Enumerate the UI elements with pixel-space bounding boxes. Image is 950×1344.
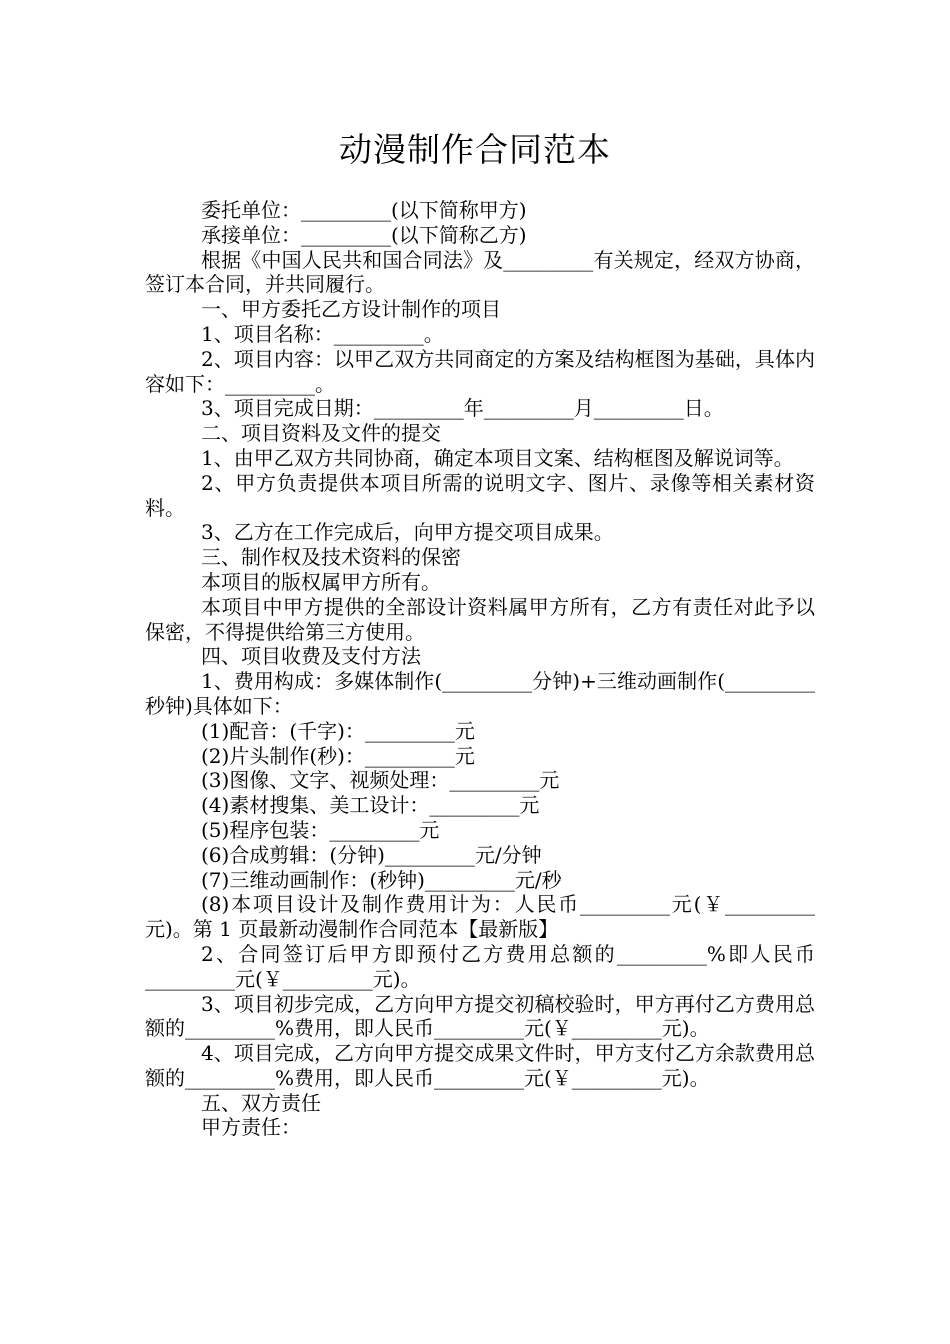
paragraph: 2、合同签订后甲方即预付乙方费用总额的_________%即人民币_________元(￥_________元)。: [145, 941, 815, 991]
section-heading-2: 二、项目资料及文件的提交: [201, 421, 441, 446]
fee-item: (2)片头制作(秒)：_________元: [201, 743, 475, 768]
fee-item: (7)三维动画制作：(秒钟)_________元/秒: [201, 867, 562, 892]
section-heading-5: 五、双方责任: [201, 1090, 321, 1115]
fee-item: (6)合成剪辑：(分钟)_________元/分钟: [201, 842, 542, 867]
fee-item: (8)本项目设计及制作费用计为：人民币_________元(￥_________元)。第 1 页最新动漫制作合同范本【最新版】: [145, 892, 815, 942]
document-title: 动漫制作合同范本: [339, 130, 611, 169]
paragraph-contractor: 承接单位：_________(以下简称乙方): [201, 222, 527, 247]
paragraph: 本项目中甲方提供的全部设计资料属甲方所有，乙方有责任对此予以保密，不得提供给第三方使用。: [145, 594, 815, 644]
paragraph: 1、由甲乙双方共同协商，确定本项目文案、结构框图及解说词等。: [201, 445, 794, 470]
paragraph: 3、项目初步完成，乙方向甲方提交初稿校验时，甲方再付乙方费用总额的_________%费用，即人民币_________元(￥_________元)。: [145, 991, 815, 1041]
paragraph: 甲方责任：: [201, 1115, 301, 1140]
fee-item: (3)图像、文字、视频处理：_________元: [201, 768, 560, 793]
paragraph: 本项目的版权属甲方所有。: [201, 569, 441, 594]
paragraph: 2、甲方负责提供本项目所需的说明文字、图片、录像等相关素材资料。: [145, 470, 815, 520]
paragraph: 3、项目完成日期：_________年_________月_________日。: [201, 396, 724, 421]
paragraph-basis: 根据《中国人民共和国合同法》及_________有关规定，经双方协商，签订本合同，并共同履行。: [145, 247, 815, 297]
paragraph: 2、项目内容：以甲乙双方共同商定的方案及结构框图为基础，具体内容如下：_________。: [145, 346, 815, 396]
paragraph: 1、费用构成：多媒体制作(_________分钟)+三维动画制作(_________秒钟)具体如下：: [145, 669, 815, 718]
paragraph: 4、项目完成，乙方向甲方提交成果文件时，甲方支付乙方余款费用总额的_________%费用，即人民币_________元(￥_________元)。: [145, 1041, 815, 1090]
paragraph-client: 委托单位：_________(以下简称甲方): [201, 198, 527, 222]
section-heading-3: 三、制作权及技术资料的保密: [201, 545, 461, 570]
section-heading-1: 一、甲方委托乙方设计制作的项目: [201, 297, 501, 322]
document-body: [145, 198, 815, 1140]
paragraph: 1、项目名称：_________。: [201, 321, 444, 346]
fee-item: (4)素材搜集、美工设计：_________元: [201, 793, 540, 818]
paragraph: 3、乙方在工作完成后，向甲方提交项目成果。: [201, 520, 614, 545]
section-heading-4: 四、项目收费及支付方法: [201, 644, 421, 669]
fee-item: (5)程序包装：_________元: [201, 817, 440, 842]
fee-item: (1)配音：(千字)：_________元: [201, 718, 475, 743]
